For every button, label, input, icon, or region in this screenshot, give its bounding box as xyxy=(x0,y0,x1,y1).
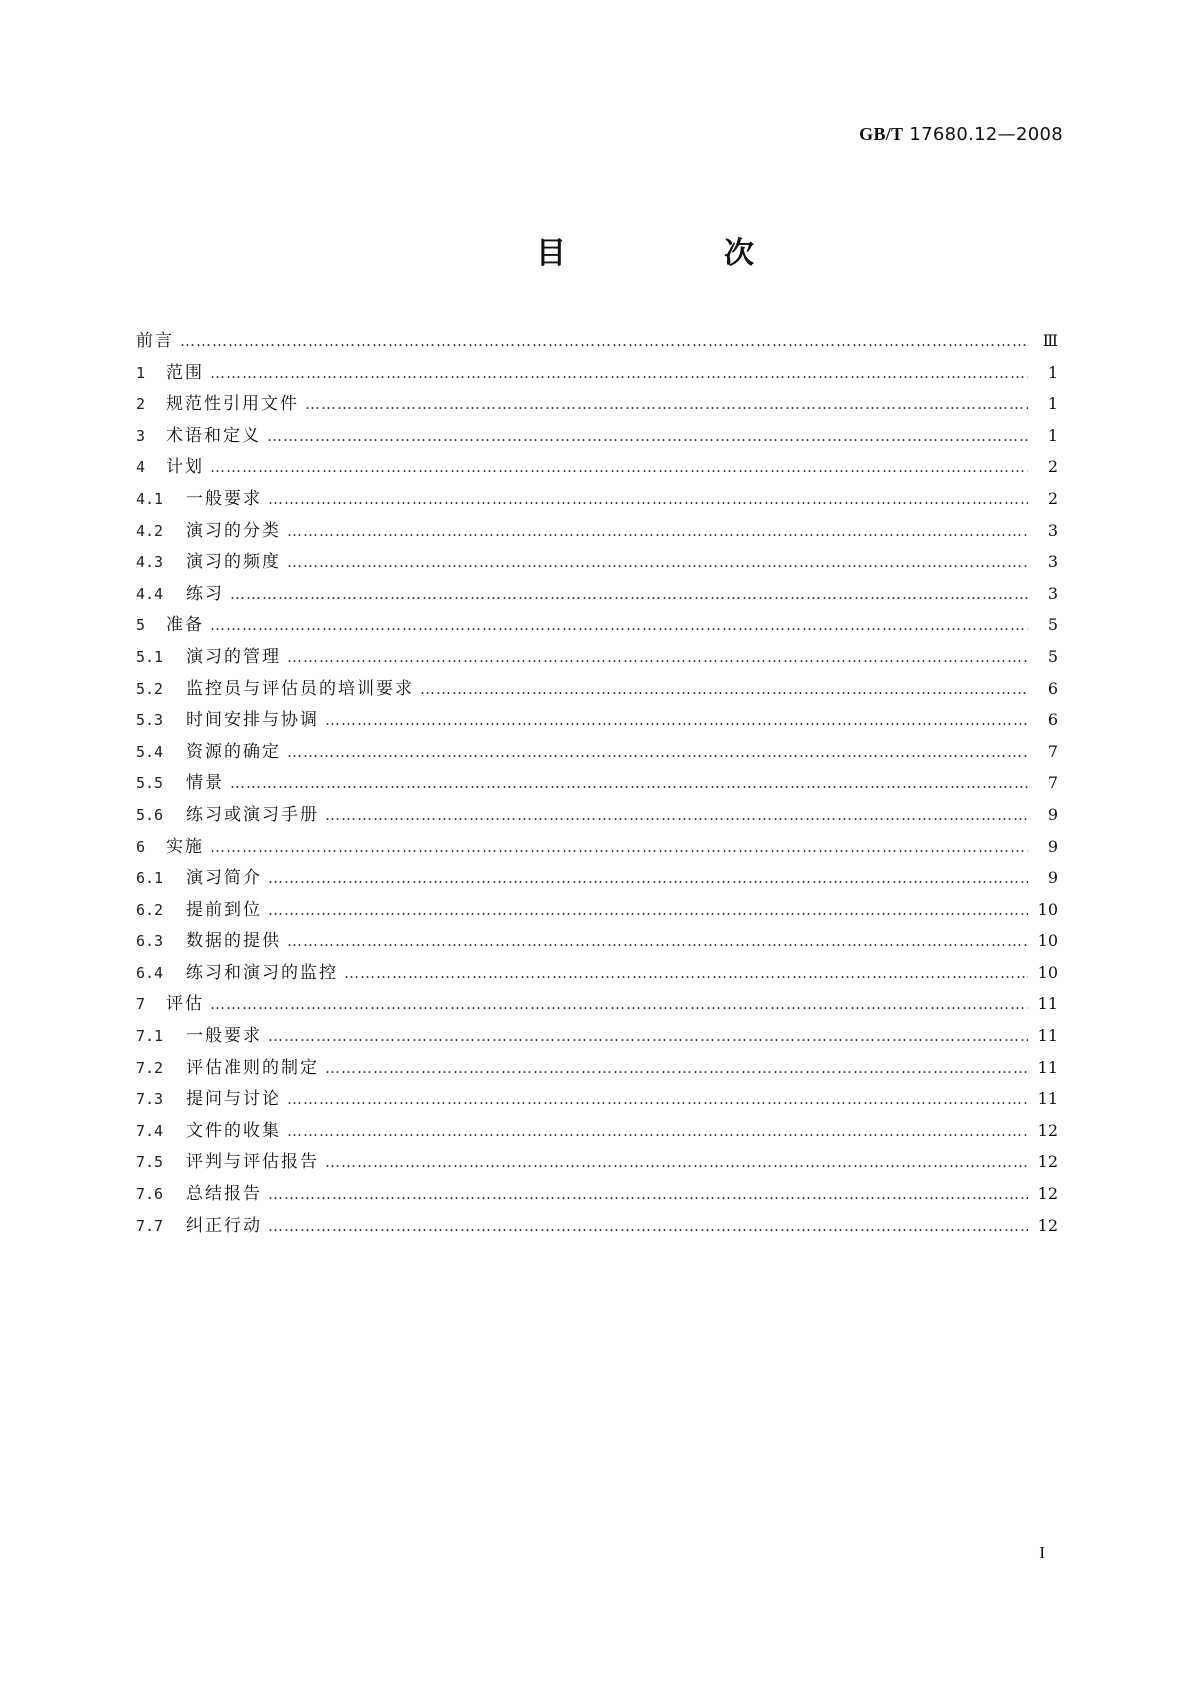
toc-dot-leader xyxy=(210,838,1028,856)
toc-entry[interactable] xyxy=(136,737,1058,769)
toc-entry[interactable] xyxy=(136,1147,1058,1179)
toc-entry-page: 2 xyxy=(1047,488,1058,508)
toc-dot-leader xyxy=(268,901,1028,919)
toc-entry-page: 10 xyxy=(1037,899,1058,919)
toc-entry-number: 7 xyxy=(136,995,146,1014)
toc-entry-page: 5 xyxy=(1047,646,1058,666)
standard-code xyxy=(859,124,1063,145)
toc-entry-number: 6.4 xyxy=(136,963,164,982)
toc-entry-label: 准备 xyxy=(166,615,204,636)
toc-entry-label: 资源的确定 xyxy=(186,741,281,762)
toc-entry-number: 5.5 xyxy=(136,774,164,793)
toc-entry-page: 6 xyxy=(1047,710,1058,730)
toc-dot-leader xyxy=(287,648,1028,666)
toc-entry-label: 一般要求 xyxy=(186,488,262,509)
toc-entry-page: 1 xyxy=(1047,362,1058,382)
toc-entry-label: 评估准则的制定 xyxy=(186,1057,319,1078)
toc-dot-leader xyxy=(210,458,1028,476)
toc-entry-label: 文件的收集 xyxy=(186,1120,281,1141)
toc-dot-leader xyxy=(268,1027,1028,1045)
toc-entry-label: 演习的分类 xyxy=(186,520,281,541)
toc-entry-label: 数据的提供 xyxy=(186,931,281,952)
toc-dot-leader xyxy=(325,1153,1028,1171)
toc-entry[interactable] xyxy=(136,800,1058,832)
toc-entry-label: 规范性引用文件 xyxy=(166,394,299,415)
toc-entry-label: 提问与讨论 xyxy=(186,1089,281,1110)
toc-dot-leader xyxy=(344,964,1028,982)
toc-entry-page: 2 xyxy=(1047,457,1058,477)
toc-entry-number: 6 xyxy=(136,837,146,856)
toc-entry-page: 12 xyxy=(1037,1215,1058,1235)
toc-entry-number: 7.3 xyxy=(136,1090,164,1109)
toc-entry[interactable] xyxy=(136,610,1058,642)
toc-entry-number: 6.3 xyxy=(136,932,164,951)
toc-dot-leader xyxy=(287,1090,1028,1108)
toc-dot-leader xyxy=(287,1122,1028,1140)
standard-prefix: GB/T xyxy=(859,124,904,144)
toc-entry-page: 11 xyxy=(1037,994,1058,1014)
toc-entry[interactable] xyxy=(136,863,1058,895)
toc-entry[interactable] xyxy=(136,421,1058,453)
page-title: 目 次 xyxy=(536,236,818,271)
toc-entry-page: 7 xyxy=(1047,773,1058,793)
toc-entry-label: 范围 xyxy=(166,362,204,383)
toc-entry-page: 12 xyxy=(1037,1120,1058,1140)
toc-entry-page: 6 xyxy=(1047,678,1058,698)
toc-entry-number: 5.4 xyxy=(136,742,164,761)
toc-entry[interactable] xyxy=(136,926,1058,958)
toc-entry-number: 6.1 xyxy=(136,869,164,888)
toc-entry-number: 4.2 xyxy=(136,521,164,540)
toc-entry-label: 时间安排与协调 xyxy=(186,710,319,731)
toc-dot-leader xyxy=(268,1185,1028,1203)
toc-entry-label: 纠正行动 xyxy=(186,1215,262,1236)
toc-dot-leader xyxy=(325,711,1028,729)
toc-entry-label: 提前到位 xyxy=(186,899,262,920)
toc-entry[interactable] xyxy=(136,895,1058,927)
toc-entry-label: 演习的管理 xyxy=(186,646,281,667)
toc-entry-page: 10 xyxy=(1037,962,1058,982)
toc-dot-leader xyxy=(305,395,1028,413)
toc-entry-page: 7 xyxy=(1047,741,1058,761)
toc-entry[interactable] xyxy=(136,579,1058,611)
toc-entry-number: 5 xyxy=(136,616,146,635)
toc-dot-leader xyxy=(287,743,1028,761)
toc-dot-leader xyxy=(230,774,1028,792)
toc-entry-page: 3 xyxy=(1047,552,1058,572)
toc-entry[interactable] xyxy=(136,768,1058,800)
toc-entry-label: 计划 xyxy=(166,457,204,478)
toc-entry-label: 前言 xyxy=(136,331,174,351)
toc-entry-number: 2 xyxy=(136,395,146,414)
toc-entry-label: 演习简介 xyxy=(186,868,262,889)
toc-entry-number: 5.1 xyxy=(136,647,164,666)
toc-entry-page: 9 xyxy=(1047,868,1058,888)
toc-entry-number: 6.2 xyxy=(136,900,164,919)
toc-entry-label: 练习和演习的监控 xyxy=(186,962,338,983)
toc-entry-page: 5 xyxy=(1047,615,1058,635)
toc-entry-number: 7.5 xyxy=(136,1153,164,1172)
toc-dot-leader xyxy=(230,585,1028,603)
toc-entry-label: 术语和定义 xyxy=(166,425,261,446)
toc-entry-page: 11 xyxy=(1037,1089,1058,1109)
toc-entry-label: 情景 xyxy=(186,773,224,794)
toc-dot-leader xyxy=(325,1059,1028,1077)
standard-number: 17680.12—2008 xyxy=(909,124,1063,145)
toc-entry[interactable] xyxy=(136,832,1058,864)
toc-dot-leader xyxy=(268,869,1028,887)
toc-dot-leader xyxy=(210,995,1028,1013)
toc-entry-number: 5.6 xyxy=(136,805,164,824)
toc-dot-leader xyxy=(268,490,1028,508)
toc-dot-leader xyxy=(325,806,1028,824)
toc-entry-page: 10 xyxy=(1037,931,1058,951)
toc-entry-number: 4.4 xyxy=(136,584,164,603)
toc-entry-number: 7.1 xyxy=(136,1027,164,1046)
toc-entry[interactable] xyxy=(136,484,1058,516)
toc-entry-page: 3 xyxy=(1047,520,1058,540)
toc-entry-page: 1 xyxy=(1047,394,1058,414)
toc-entry-page: Ⅲ xyxy=(1042,331,1058,350)
toc-entry[interactable] xyxy=(136,516,1058,548)
toc-entry[interactable] xyxy=(136,1084,1058,1116)
toc-entry-label: 总结报告 xyxy=(186,1184,262,1205)
toc-entry-page: 11 xyxy=(1037,1026,1058,1046)
toc-entry-number: 7.2 xyxy=(136,1058,164,1077)
toc-entry-page: 9 xyxy=(1047,836,1058,856)
toc-dot-leader xyxy=(210,616,1028,634)
toc-entry-page: 12 xyxy=(1037,1184,1058,1204)
toc-entry-label: 评估 xyxy=(166,994,204,1015)
toc-entry-label: 实施 xyxy=(166,836,204,857)
toc-entry-number: 4.1 xyxy=(136,489,164,508)
toc-entry-page: 3 xyxy=(1047,583,1058,603)
toc-entry-number: 1 xyxy=(136,363,146,382)
toc-entry[interactable] xyxy=(136,674,1058,706)
toc-entry[interactable] xyxy=(136,326,1058,358)
toc-entry-number: 5.3 xyxy=(136,711,164,730)
table-of-contents xyxy=(136,326,1058,1242)
toc-entry-page: 12 xyxy=(1037,1152,1058,1172)
toc-entry[interactable] xyxy=(136,958,1058,990)
toc-entry-label: 演习的频度 xyxy=(186,552,281,573)
toc-entry[interactable] xyxy=(136,1053,1058,1085)
toc-entry[interactable] xyxy=(136,1211,1058,1243)
toc-entry-number: 5.2 xyxy=(136,679,164,698)
toc-entry[interactable] xyxy=(136,1116,1058,1148)
toc-entry-label: 练习或演习手册 xyxy=(186,804,319,825)
toc-entry-number: 4.3 xyxy=(136,553,164,572)
toc-entry-number: 4 xyxy=(136,458,146,477)
page-number: I xyxy=(1039,1543,1045,1562)
toc-entry-number: 7.7 xyxy=(136,1216,164,1235)
toc-entry[interactable] xyxy=(136,1021,1058,1053)
toc-entry[interactable] xyxy=(136,452,1058,484)
toc-entry[interactable] xyxy=(136,358,1058,390)
toc-entry[interactable] xyxy=(136,547,1058,579)
toc-dot-leader xyxy=(287,553,1028,571)
toc-dot-leader xyxy=(267,427,1028,445)
toc-dot-leader xyxy=(287,522,1028,540)
toc-entry-number: 3 xyxy=(136,426,146,445)
toc-dot-leader xyxy=(287,932,1028,950)
toc-entry-label: 练习 xyxy=(186,583,224,604)
toc-dot-leader xyxy=(268,1217,1028,1235)
toc-entry-number: 7.4 xyxy=(136,1121,164,1140)
toc-dot-leader xyxy=(420,680,1028,698)
toc-entry[interactable] xyxy=(136,705,1058,737)
toc-entry-page: 11 xyxy=(1037,1057,1058,1077)
toc-entry-page: 1 xyxy=(1047,425,1058,445)
toc-entry[interactable] xyxy=(136,389,1058,421)
toc-entry-page: 9 xyxy=(1047,804,1058,824)
toc-entry[interactable] xyxy=(136,1179,1058,1211)
toc-entry-label: 监控员与评估员的培训要求 xyxy=(186,678,414,699)
toc-entry-number: 7.6 xyxy=(136,1185,164,1204)
toc-entry-label: 一般要求 xyxy=(186,1026,262,1047)
toc-entry-label: 评判与评估报告 xyxy=(186,1152,319,1173)
toc-entry[interactable] xyxy=(136,989,1058,1021)
toc-dot-leader xyxy=(180,332,1028,350)
toc-dot-leader xyxy=(210,364,1028,382)
toc-entry[interactable] xyxy=(136,642,1058,674)
